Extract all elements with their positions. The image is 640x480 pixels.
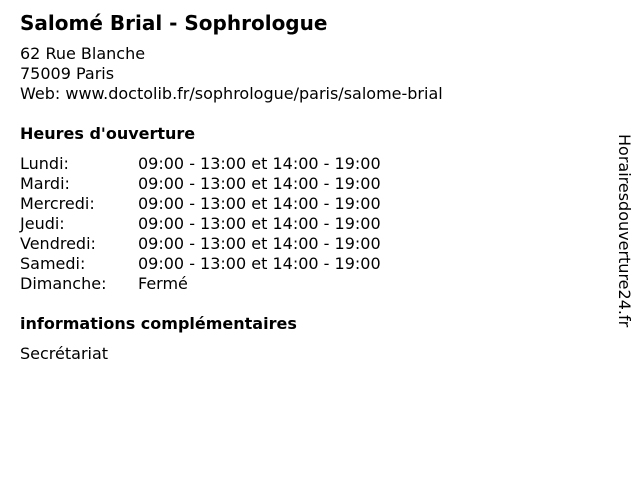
time-value: 09:00 - 13:00 et 14:00 - 19:00 — [138, 154, 381, 173]
day-label: Samedi: — [20, 254, 86, 273]
hours-row-monday — [20, 154, 381, 174]
day-label: Vendredi: — [20, 234, 96, 253]
address-street: 62 Rue Blanche — [20, 44, 146, 63]
hours-row-wednesday — [20, 194, 381, 214]
website-text: Web: www.doctolib.fr/sophrologue/paris/salome-brial — [20, 84, 443, 103]
hours-row-saturday — [20, 254, 381, 274]
opening-hours-heading: Heures d'ouverture — [20, 124, 196, 143]
time-value: 09:00 - 13:00 et 14:00 - 19:00 — [138, 254, 381, 273]
time-value: 09:00 - 13:00 et 14:00 - 19:00 — [138, 174, 381, 193]
time-value: 09:00 - 13:00 et 14:00 - 19:00 — [138, 214, 381, 233]
page-title: Salomé Brial - Sophrologue — [20, 11, 328, 35]
time-value: 09:00 - 13:00 et 14:00 - 19:00 — [138, 194, 381, 213]
day-label: Dimanche: — [20, 274, 107, 293]
address-city: 75009 Paris — [20, 64, 115, 83]
hours-row-thursday — [20, 214, 381, 234]
day-label: Jeudi: — [20, 214, 65, 233]
day-label: Mardi: — [20, 174, 70, 193]
hours-row-tuesday — [20, 174, 381, 194]
hours-row-sunday — [20, 274, 381, 294]
day-label: Lundi: — [20, 154, 69, 173]
time-value: 09:00 - 13:00 et 14:00 - 19:00 — [138, 234, 381, 253]
additional-info-text: Secrétariat — [20, 344, 109, 363]
day-label: Mercredi: — [20, 194, 95, 213]
time-value: Fermé — [138, 274, 188, 293]
additional-info-heading: informations complémentaires — [20, 314, 297, 333]
address-block — [20, 44, 443, 104]
opening-hours-table — [20, 154, 381, 294]
site-watermark: Horairesdouverture24.fr — [615, 134, 634, 328]
hours-row-friday — [20, 234, 381, 254]
